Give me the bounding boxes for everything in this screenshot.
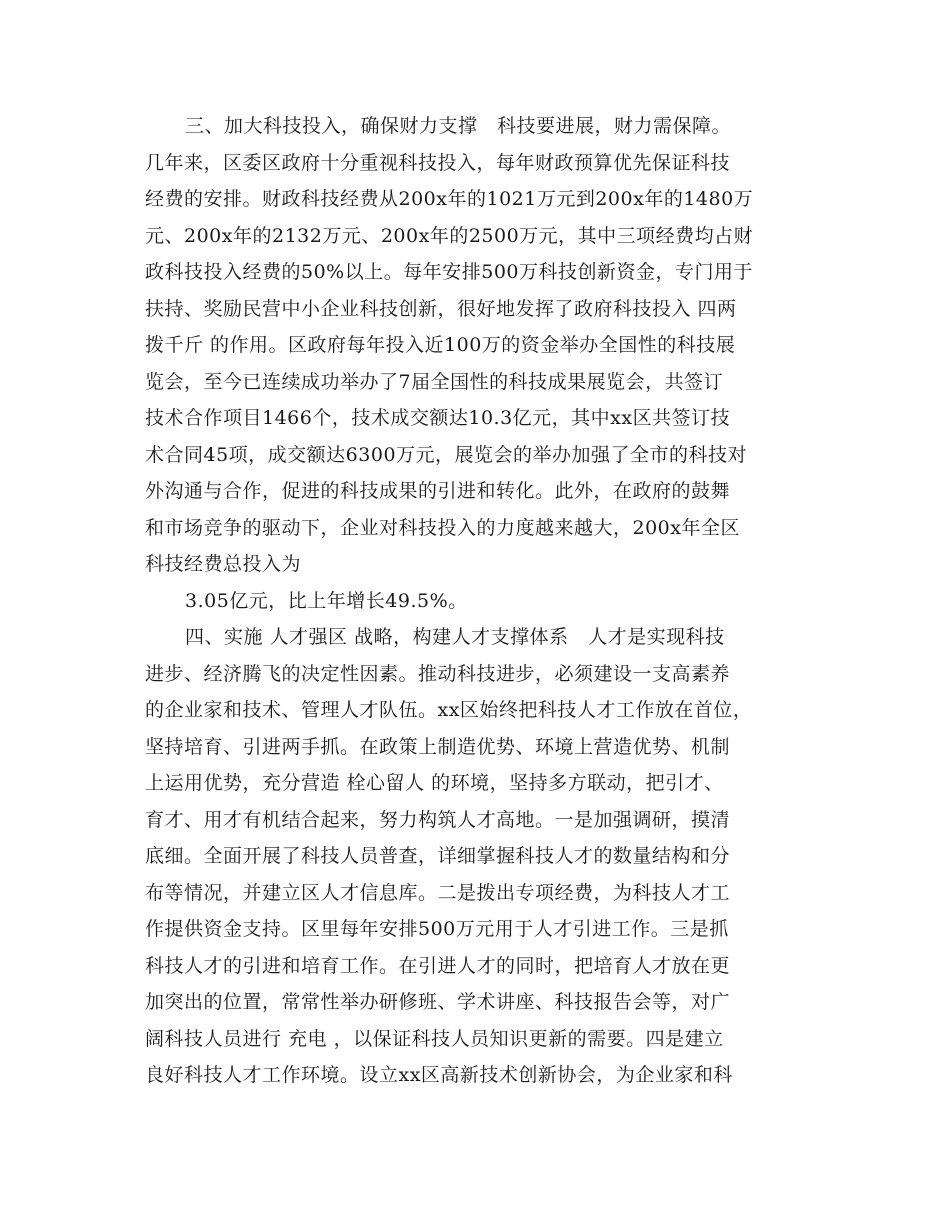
paragraph-line: 加突出的位置，常常性举办研修班、学术讲座、科技报告会等，对广 (145, 991, 731, 1013)
paragraph-line: 和市场竞争的驱动下，企业对科技投入的力度越来越大，200x年全区 (145, 516, 740, 539)
paragraph-line: 科技经费总投入为 (145, 553, 302, 575)
paragraph-line: 良好科技人才工作环境。设立xx区高新技术创新协会，为企业家和科 (145, 1064, 733, 1086)
paragraph-line: 几年来，区委区政府十分重视科技投入，每年财政预算优先保证科技 (145, 151, 731, 174)
paragraph-line: 览会，至今已连续成功举办了7届全国性的科技成果展览会，共签订 (145, 370, 724, 393)
paragraph-line: 进步、经济腾飞的决定性因素。推动科技进步，必须建设一支高素养 (145, 662, 731, 685)
paragraph-line: 外沟通与合作，促进的科技成果的引进和转化。此外，在政府的鼓舞 (145, 480, 731, 502)
paragraph-line: 坚持培育、引进两手抓。在政策上制造优势、环境上营造优势、机制 (145, 735, 731, 758)
paragraph-line: 的企业家和技术、管理人才队伍。xx区始终把科技人才工作放在首位， (145, 699, 753, 721)
paragraph-line: 科技人才的引进和培育工作。在引进人才的同时，把培育人才放在更 (145, 954, 731, 977)
paragraph-line: 经费的安排。财政科技经费从200x年的1021万元到200x年的1480万 (145, 188, 754, 210)
paragraph-line: 拨千斤 的作用。区政府每年投入近100万的资金举办全国性的科技展 (145, 334, 736, 356)
document-body (145, 108, 805, 1094)
paragraph-line: 扶持、奖励民营中小企业科技创新，很好地发挥了政府科技投入 四两 (145, 297, 737, 320)
paragraph-line: 四、实施 人才强区 战略，构建人才支撑体系 人才是实现科技 (185, 626, 725, 648)
paragraph-line: 底细。全面开展了科技人员普查，详细掌握科技人才的数量结构和分 (145, 845, 731, 867)
paragraph-line: 技术合作项目1466个，技术成交额达10.3亿元，其中xx区共签订技 (145, 407, 731, 429)
paragraph-line: 术合同45项，成交额达6300万元，展览会的举办加强了全市的科技对 (145, 443, 748, 466)
paragraph-line: 布等情况，并建立区人才信息库。二是拨出专项经费，为科技人才工 (145, 881, 731, 904)
paragraph-line: 作提供资金支持。区里每年安排500万元用于人才引进工作。三是抓 (145, 918, 729, 940)
paragraph-line: 3.05亿元，比上年增长49.5%。 (185, 589, 468, 612)
paragraph-line: 三、加大科技投入，确保财力支撑 科技要进展，财力需保障。 (185, 115, 732, 137)
paragraph-line: 元、200x年的2132万元、200x年的2500万元，其中三项经费均占财 (145, 224, 754, 247)
paragraph-line: 阔科技人员进行 充电 ，以保证科技人员知识更新的需要。四是建立 (145, 1027, 724, 1050)
paragraph-line: 育才、用才有机结合起来，努力构筑人才高地。一是加强调研，摸清 (145, 808, 731, 831)
paragraph-line: 上运用优势，充分营造 栓心留人 的环境，坚持多方联动，把引才、 (145, 772, 724, 794)
paragraph-line: 政科技投入经费的50%以上。每年安排500万科技创新资金，专门用于 (145, 261, 753, 283)
